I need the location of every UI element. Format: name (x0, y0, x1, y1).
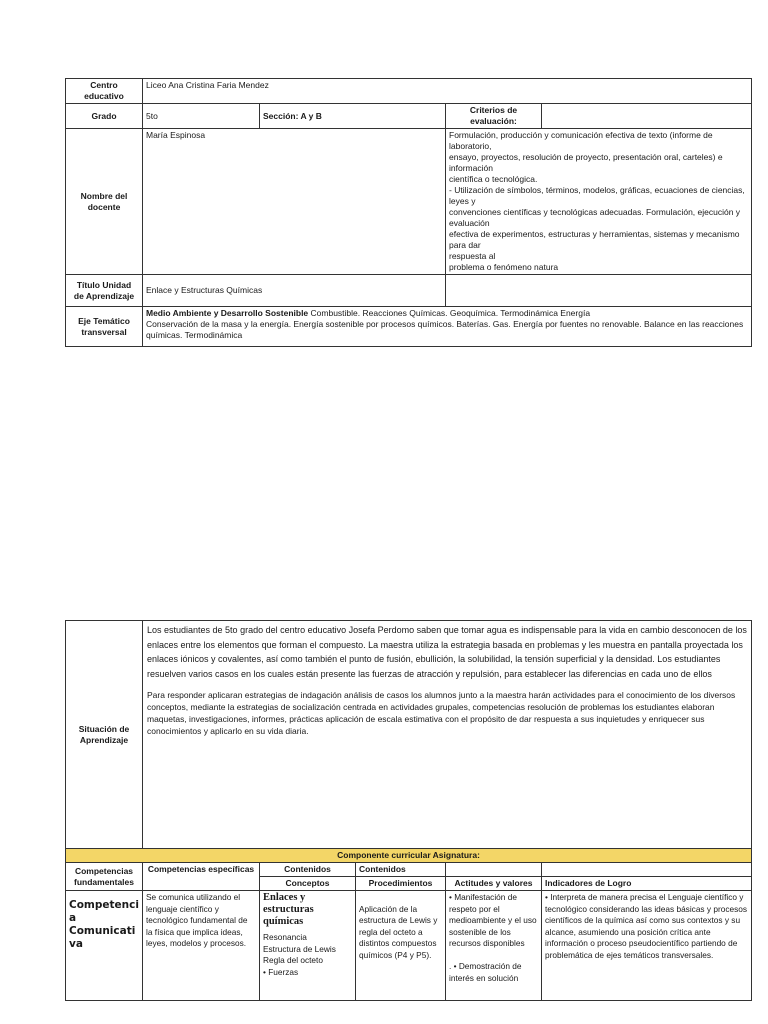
learning-situation-table (65, 620, 752, 1001)
criterios-empty-cell (542, 104, 752, 129)
header-actitudes: Actitudes y valores (446, 877, 542, 891)
grado-label: Grado (66, 104, 143, 129)
header-procedimientos: Procedimientos (356, 877, 446, 891)
indicadores-value: • Interpreta de manera precisa el Lenguaje científico y tecnológico considerando las ideas básicas y procesos científicos de la química así como sus contextos y su alcance, asumiendo una posición crítica ante información o proceso pseudocientífico partiendo de problemática de ejes temáticos transversales. (542, 891, 752, 1001)
conceptos-title: Enlaces y estructuras químicas (263, 892, 314, 927)
situacion-paragraph-2: Para responder aplicaran estrategias de indagación análisis de casos los alumnos junto a la maestra harán actividades para el conocimiento de los diversos conceptos, mediante la estrategias de socialización centrada en actividades grupales, competencias resolución de problemas los estudiantes elaboran maquetas, investigaciones, informes, prácticas aplicación de escala estimativa con el propósito de dar respuesta a sus inquietudes y enriquecer sus conocimientos y aplicarlo en su vida diaria. (147, 690, 736, 736)
componente-curricular: Componente curricular Asignatura: (66, 849, 752, 863)
procedimientos-value: Aplicación de la estructura de Lewis y regla del octeto a distintos compuestos químicos (P4 y P5). (356, 891, 446, 1001)
conceptos-cell (260, 891, 356, 1001)
unidad-value: Enlace y Estructuras Químicas (143, 275, 446, 307)
competencia-fundamental-value: Competenci a Comunicati va (66, 891, 143, 1001)
eje-label: Eje Temático transversal (66, 307, 143, 347)
header-contenidos-2: Contenidos (356, 863, 446, 877)
conceptos-text: Resonancia Estructura de Lewis Regla del octeto • Fuerzas (263, 932, 336, 977)
docente-value: María Espinosa (143, 129, 446, 275)
eje-cell (143, 307, 752, 347)
unidad-empty-cell (446, 275, 752, 307)
competencia-especifica-value: Se comunica utilizando el lenguaje científico y tecnológico fundamental de la física que implica ideas, leyes, modelos y procesos. (143, 891, 260, 1001)
unidad-label: Título Unidad de Aprendizaje (66, 275, 143, 307)
header-contenidos-1: Contenidos (260, 863, 356, 877)
seccion-value: Sección: A y B (260, 104, 446, 129)
header-indicadores: Indicadores de Logro (542, 877, 752, 891)
situacion-paragraph-1: Los estudiantes de 5to grado del centro educativo Josefa Perdomo saben que tomar agua es indispensable para la vida en cambio desconocen de los enlaces entre los elementos que forman el compuesto. La maestra utiliza la estrategia basada en problemas y les muestra en pantalla proyectada los enlaces iónicos y covalentes, así como también el punto de fusión, ebullición, la solubilidad, la tensión superficial y la densidad. Los estudiantes resuelven varios casos en los cuales están presente las fuerzas de atracción y repulsión, para establecer las diferencias en cada uno de ellos (147, 625, 747, 679)
unit-header-table (65, 78, 752, 347)
header-empty-2 (542, 863, 752, 877)
criterios-text: Formulación, producción y comunicación efectiva de texto (informe de laboratorio, ensayo, proyectos, resolución de proyecto, presentación oral, carteles) e información científica o tecnológica. - Utilización de símbolos, términos, modelos, gráficas, ecuaciones de ciencias, leyes y convenciones científicas y tecnológicas adecuadas. Formulación, ejecución y evaluación efectiva de experimentos, estructuras y herramientas, sistemas y mecanismo para dar respuesta al problema o fenómeno natura (446, 129, 752, 275)
header-empty-1 (446, 863, 542, 877)
header-competencias-especificas: Competencias específicas (143, 863, 260, 891)
actitudes-value: • Manifestación de respeto por el medioambiente y el uso sostenible de los recursos disponibles . • Demostración de interés en solución (446, 891, 542, 1001)
centro-value: Liceo Ana Cristina Faria Mendez (143, 79, 752, 104)
criterios-label: Criterios de evaluación: (446, 104, 542, 129)
header-conceptos: Conceptos (260, 877, 356, 891)
situacion-cell (143, 621, 752, 849)
header-competencias-fundamentales: Competencias fundamentales (66, 863, 143, 891)
eje-text: Combustible. Reacciones Químicas. Geoquímica. Termodinámica Energía Conservación de la masa y la energía. Energía sostenible por procesos químicos. Baterías. Gas. Energía por fuentes no renovable. Balance en las reacciones químicas. Termodinámica (146, 308, 744, 340)
centro-label: Centro educativo (66, 79, 143, 104)
grado-value: 5to (143, 104, 260, 129)
eje-bold: Medio Ambiente y Desarrollo Sostenible (146, 308, 309, 318)
docente-label: Nombre del docente (66, 129, 143, 275)
situacion-label: Situación de Aprendizaje (66, 621, 143, 849)
